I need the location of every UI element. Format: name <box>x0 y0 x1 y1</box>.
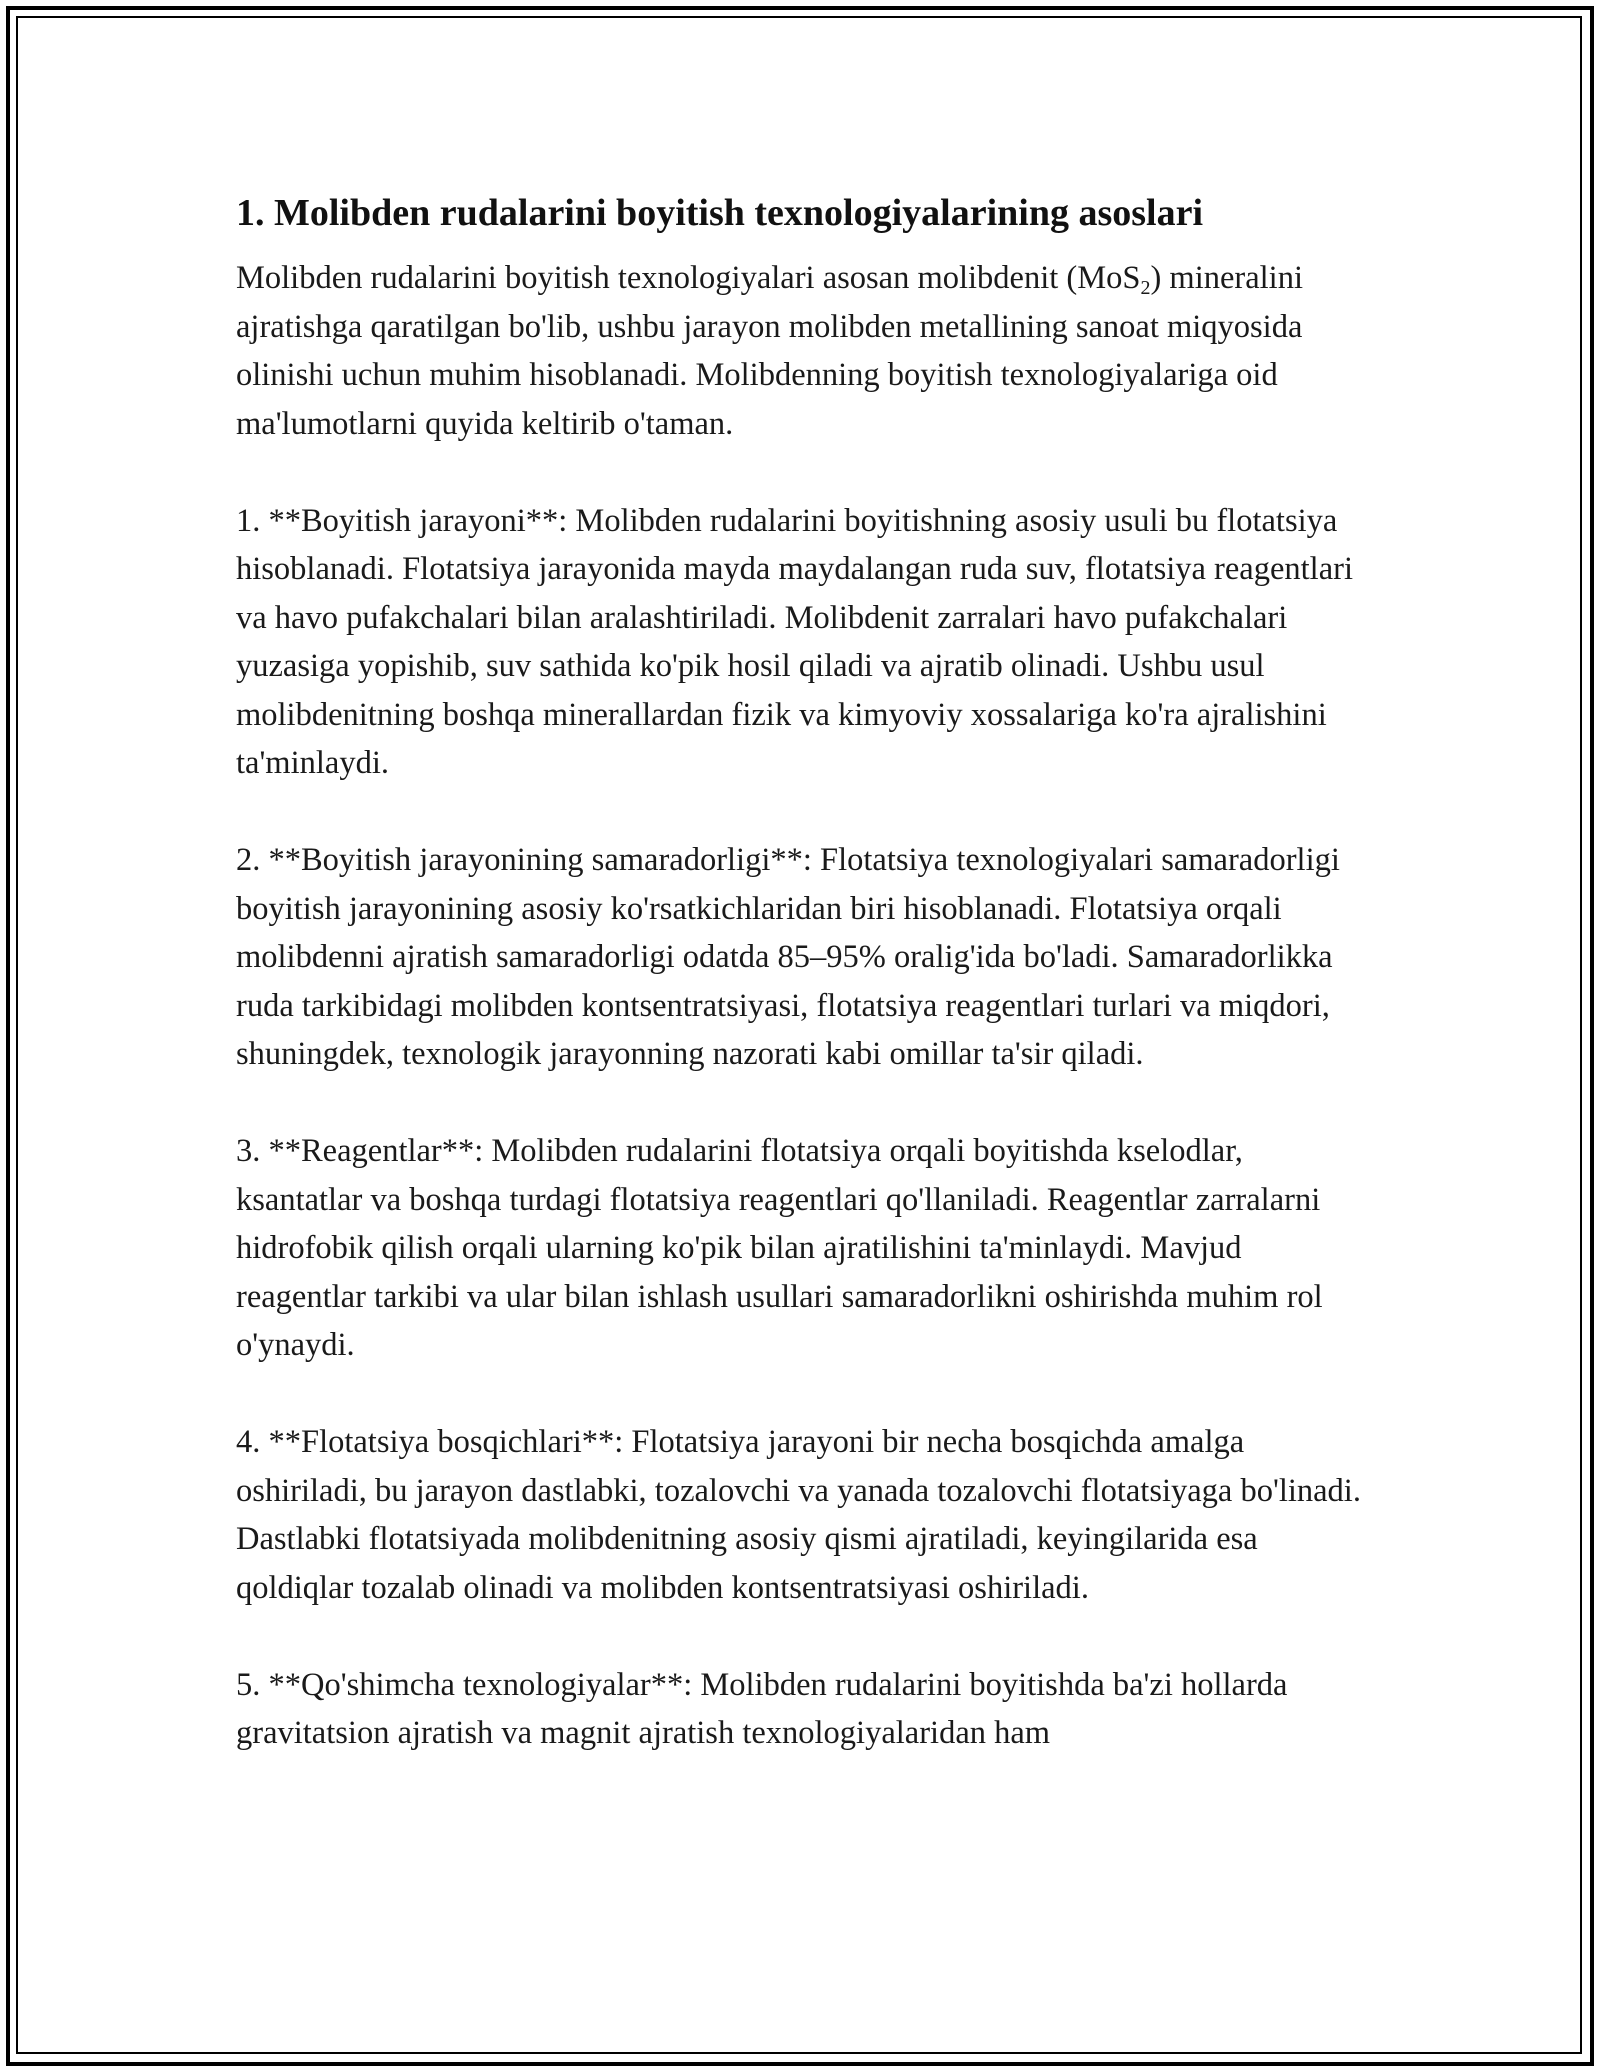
intro-text-before: Molibden rudalarini boyitish texnologiyalari asosan molibdenit (MoS <box>236 260 1141 296</box>
paragraph-samaradorlik: 2. **Boyitish jarayonining samaradorligi**: Flotatsiya texnologiyalari samaradorligi boyitish jarayonining asosiy ko'rsatkichlaridan biri hisoblanadi. Flotatsiya orqali molibdenni ajratish samaradorligi odatda 85–95% oralig'ida bo'ladi. Samaradorlikka ruda tarkibidagi molibden kontsentratsiyasi, flotatsiya reagentlari turlari va miqdori, shuningdek, texnologik jarayonning nazorati kabi omillar ta'sir qiladi. <box>236 842 1340 1072</box>
formula-subscript: 2 <box>1140 277 1151 299</box>
section-heading: 1. Molibden rudalarini boyitish texnologiyalarining asoslari <box>236 192 1204 234</box>
paragraph-boyitish-jarayoni: 1. **Boyitish jarayoni**: Molibden rudalarini boyitishning asosiy usuli bu flotatsiya hisoblanadi. Flotatsiya jarayonida mayda maydalangan ruda suv, flotatsiya reagentlari va havo pufakchalari bilan aralashtiriladi. Molibdenit zarralari havo pufakchalari yuzasiga yopishib, suv sathida ko'pik hosil qiladi va ajratib olinadi. Ushbu usul molibdenitning boshqa minerallardan fizik va kimyoviy xossalariga ko'ra ajralishini ta'minlaydi. <box>236 502 1353 781</box>
paragraph-reagentlar: 3. **Reagentlar**: Molibden rudalarini flotatsiya orqali boyitishda kselodlar, ksantatlar va boshqa turdagi flotatsiya reagentlari qo'llaniladi. Reagentlar zarralarni hidrofobik qilish orqali ularning ko'pik bilan ajratilishini ta'minlaydi. Mavjud reagentlar tarkibi va ular bilan ishlash usullari samaradorlikni oshirishda muhim rol o'ynaydi. <box>236 1133 1323 1363</box>
paragraph-flotatsiya-bosqichlari: 4. **Flotatsiya bosqichlari**: Flotatsiya jarayoni bir necha bosqichda amalga oshiriladi, bu jarayon dastlabki, tozalovchi va yanada tozalovchi flotatsiyaga bo'linadi. Dastlabki flotatsiyada molibdenitning asosiy qismi ajratiladi, keyingilarida esa qoldiqlar tozalab olinadi va molibden kontsentratsiyasi oshiriladi. <box>236 1424 1361 1606</box>
intro-text-after: ) mineralini ajratishga qaratilgan bo'lib, ushbu jarayon molibden metallining sanoat miqyosida olinishi uchun muhim hisoblanadi. Molibdenning boyitish texnologiyalariga oid ma'lumotlarni quyida keltirib o'taman. <box>236 260 1303 442</box>
document-body <box>236 186 1372 1806</box>
intro-paragraph <box>236 254 1372 448</box>
paragraph-qoshimcha-texnologiyalar: 5. **Qo'shimcha texnologiyalar**: Molibden rudalarini boyitishda ba'zi hollarda gravitatsion ajratish va magnit ajratish texnologiyalaridan ham <box>236 1666 1288 1751</box>
